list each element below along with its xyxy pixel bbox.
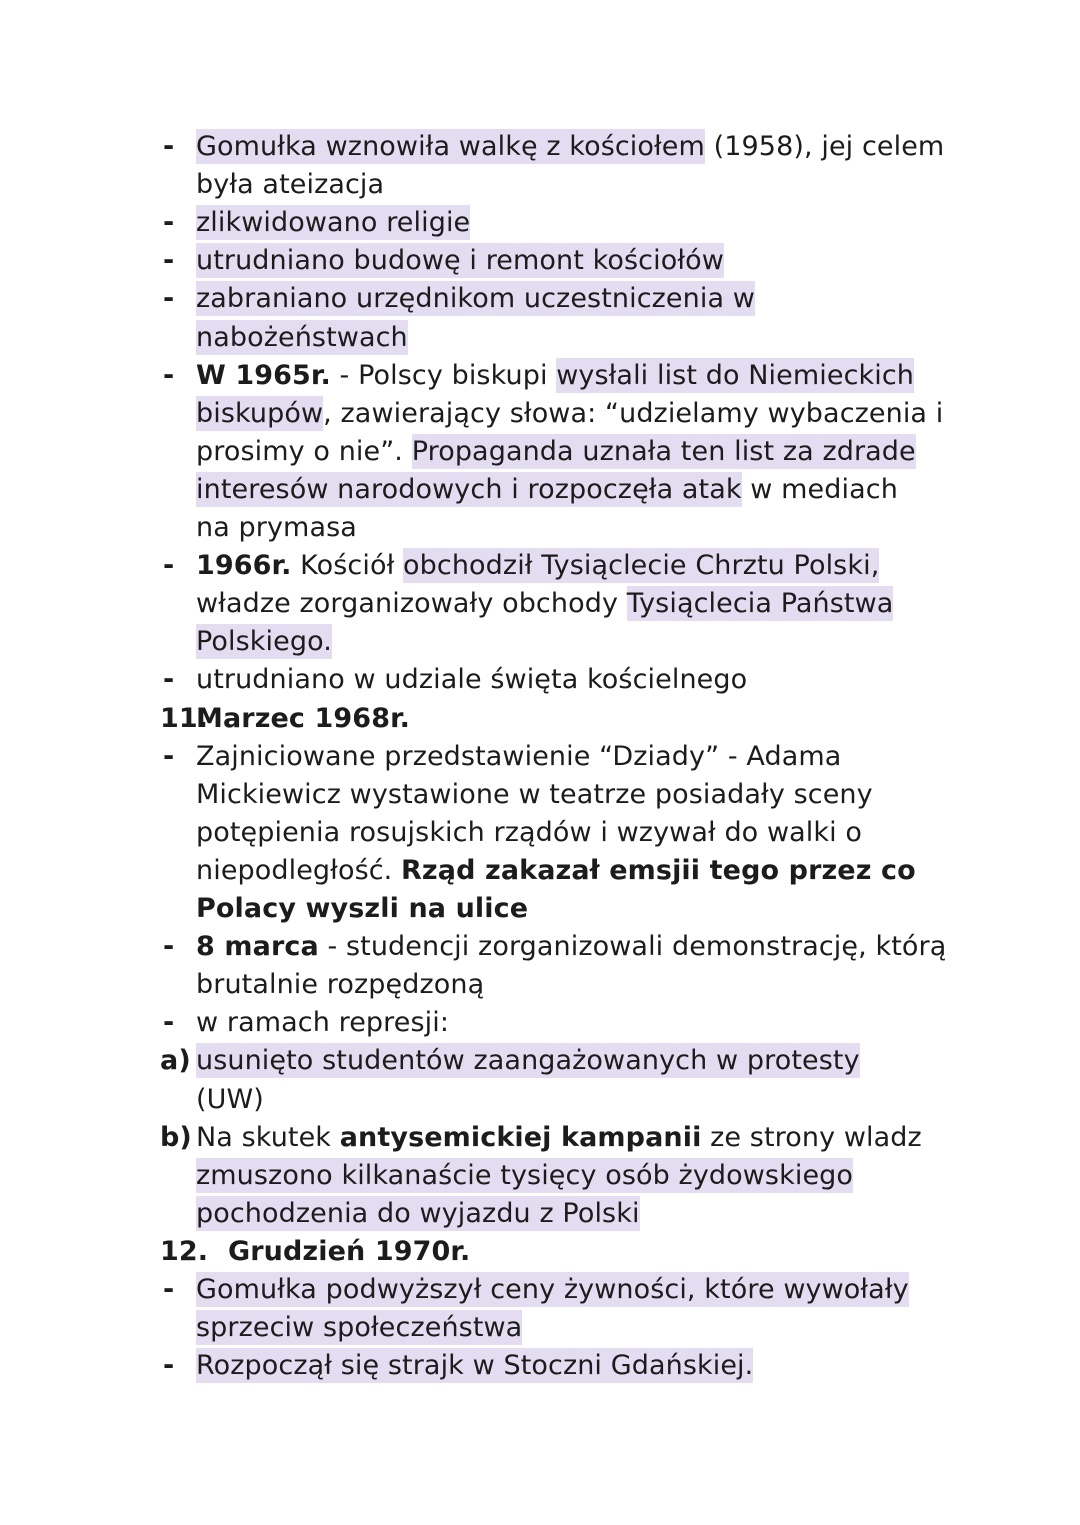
- note-line: [0, 1233, 1080, 1271]
- note-line: [0, 776, 1080, 814]
- text-run: potępienia rosujskich rządów i wzywał do walki o: [196, 816, 863, 848]
- highlighted-text: zlikwidowano religie: [196, 207, 471, 239]
- highlighted-text: Gomułka wznowiła walkę z kościołem: [196, 131, 705, 162]
- line-text: [196, 966, 484, 1004]
- text-run: Mickiewicz wystawione w teatrze posiadały sceny: [196, 778, 873, 810]
- text-run: niepodległość.: [196, 854, 402, 886]
- line-text: [196, 433, 916, 471]
- highlighted-text: interesów narodowych i rozpoczęła atak: [196, 473, 742, 505]
- line-text: [196, 471, 898, 509]
- highlighted-text: utrudniano budowę i remont kościołów: [196, 245, 724, 277]
- note-line: [0, 1309, 1080, 1347]
- line-text: [196, 357, 914, 395]
- note-line: [0, 661, 1080, 699]
- highlighted-text: Tysiąclecia Państwa: [626, 588, 894, 620]
- highlighted-text: zabraniano urzędnikom uczestniczenia w: [196, 283, 755, 315]
- list-marker: 11.: [160, 702, 209, 734]
- line-text: [196, 814, 862, 852]
- note-line: [0, 471, 1080, 509]
- list-marker: 12.: [160, 1235, 209, 1267]
- text-run: Zajniciowane przedstawienie “Dziady” - Adama: [196, 740, 842, 772]
- line-text: [228, 1233, 470, 1271]
- note-line: [0, 700, 1080, 738]
- bullet-dash: -: [163, 131, 175, 162]
- list-marker: b): [160, 1121, 192, 1153]
- bullet-dash: -: [163, 550, 175, 582]
- text-run: - Polscy biskupi: [330, 359, 557, 391]
- line-text: [196, 1004, 449, 1042]
- line-text: [196, 1195, 640, 1233]
- note-line: [0, 890, 1080, 928]
- bullet-dash: -: [163, 664, 175, 696]
- note-line: [0, 1347, 1080, 1385]
- line-text: [196, 585, 893, 623]
- line-text: [196, 700, 410, 738]
- note-line: [0, 814, 1080, 852]
- note-line: [0, 1042, 1080, 1080]
- text-run: w ramach represji:: [196, 1007, 450, 1039]
- list-marker: a): [160, 1045, 191, 1077]
- line-text: [196, 1309, 522, 1347]
- line-text: [196, 204, 470, 242]
- highlighted-text: Rozpoczął się strajk w Stoczni Gdańskiej.: [196, 1350, 754, 1382]
- note-line: [0, 928, 1080, 966]
- line-text: [196, 1271, 909, 1309]
- line-text: [196, 1042, 860, 1080]
- note-line: [0, 204, 1080, 242]
- text-run: była ateizacja: [196, 169, 385, 201]
- line-text: [196, 280, 755, 318]
- text-run: Kościół: [291, 550, 404, 582]
- text-run: w mediach: [741, 473, 898, 505]
- text-run: (1958), jej celem: [704, 131, 945, 162]
- note-line: [0, 128, 1080, 166]
- bullet-dash: -: [163, 1350, 175, 1382]
- text-run: (UW): [196, 1083, 264, 1115]
- note-line: [0, 357, 1080, 395]
- bold-text: antysemickiej kampanii: [339, 1121, 702, 1153]
- note-line: [0, 1081, 1080, 1119]
- note-line: [0, 433, 1080, 471]
- bullet-dash: -: [163, 283, 175, 315]
- line-text: [196, 1347, 753, 1385]
- highlighted-text: obchodził Tysiąclecie Chrztu Polski,: [403, 550, 880, 582]
- note-line: [0, 166, 1080, 204]
- highlighted-text: nabożeństwach: [196, 321, 408, 353]
- note-line: [0, 1119, 1080, 1157]
- note-line: [0, 1157, 1080, 1195]
- bold-text: W 1965r.: [196, 359, 331, 391]
- line-text: [196, 166, 384, 204]
- bold-text: Rząd zakazał emsjii tego przez co: [401, 854, 916, 886]
- line-text: [196, 661, 747, 699]
- bullet-dash: -: [163, 207, 175, 239]
- highlighted-text: usunięto studentów zaangażowanych w protesty: [196, 1045, 860, 1077]
- highlighted-text: wysłali list do Niemieckich: [556, 359, 915, 391]
- note-line: [0, 1004, 1080, 1042]
- note-line: [0, 319, 1080, 357]
- text-run: utrudniano w udziale święta kościelnego: [196, 664, 748, 696]
- line-text: [196, 1081, 264, 1119]
- line-text: [196, 738, 841, 776]
- note-line: [0, 547, 1080, 585]
- highlighted-text: Polskiego.: [196, 626, 332, 658]
- bullet-dash: -: [163, 1274, 175, 1305]
- highlighted-text: pochodzenia do wyjazdu z Polski: [196, 1197, 640, 1229]
- line-text: [196, 1119, 922, 1157]
- highlighted-text: Propaganda uznała ten list za zdrade: [411, 435, 916, 467]
- note-line: [0, 242, 1080, 280]
- line-text: [196, 852, 916, 890]
- note-line: [0, 509, 1080, 547]
- line-text: [196, 1157, 853, 1195]
- bold-text: 1966r.: [196, 550, 292, 582]
- text-run: , zawierający słowa: “udzielamy wybaczenia i: [323, 397, 944, 429]
- bullet-dash: -: [163, 1007, 175, 1039]
- note-line: [0, 966, 1080, 1004]
- text-run: - studencji zorganizowali demonstrację, którą: [318, 931, 947, 963]
- bullet-dash: -: [163, 740, 175, 772]
- bullet-dash: -: [163, 359, 175, 391]
- line-text: [196, 319, 408, 357]
- bullet-dash: -: [163, 245, 175, 277]
- text-run: brutalnie rozpędzoną: [196, 969, 485, 1001]
- note-line: [0, 395, 1080, 433]
- note-line: [0, 585, 1080, 623]
- note-line: [0, 280, 1080, 318]
- line-text: [196, 623, 332, 661]
- line-text: [196, 128, 944, 166]
- text-run: władze zorganizowały obchody: [196, 588, 627, 620]
- bold-text: 8 marca: [196, 931, 319, 963]
- bold-text: Marzec 1968r.: [196, 702, 411, 734]
- highlighted-text: sprzeciw społeczeństwa: [196, 1312, 523, 1344]
- note-line: [0, 738, 1080, 776]
- line-text: [196, 776, 873, 814]
- text-run: na prymasa: [196, 512, 357, 543]
- line-text: [196, 395, 943, 433]
- bullet-dash: -: [163, 931, 175, 963]
- highlighted-text: biskupów: [196, 397, 324, 429]
- line-text: [196, 509, 357, 547]
- line-text: [196, 242, 724, 280]
- highlighted-text: zmuszono kilkanaście tysięcy osób żydowskiego: [196, 1159, 854, 1191]
- bold-text: Polacy wyszli na ulice: [196, 893, 529, 924]
- line-text: [196, 547, 879, 585]
- note-line: [0, 623, 1080, 661]
- line-text: [196, 928, 946, 966]
- bold-text: Grudzień 1970r.: [228, 1235, 471, 1267]
- note-line: [0, 1195, 1080, 1233]
- text-run: ze strony wladz: [701, 1121, 922, 1153]
- highlighted-text: Gomułka podwyższył ceny żywności, które wywołały: [196, 1274, 909, 1305]
- line-text: [196, 890, 528, 928]
- text-run: Na skutek: [196, 1121, 340, 1153]
- note-line: [0, 852, 1080, 890]
- text-run: prosimy o nie”.: [196, 435, 412, 467]
- note-line: [0, 1271, 1080, 1309]
